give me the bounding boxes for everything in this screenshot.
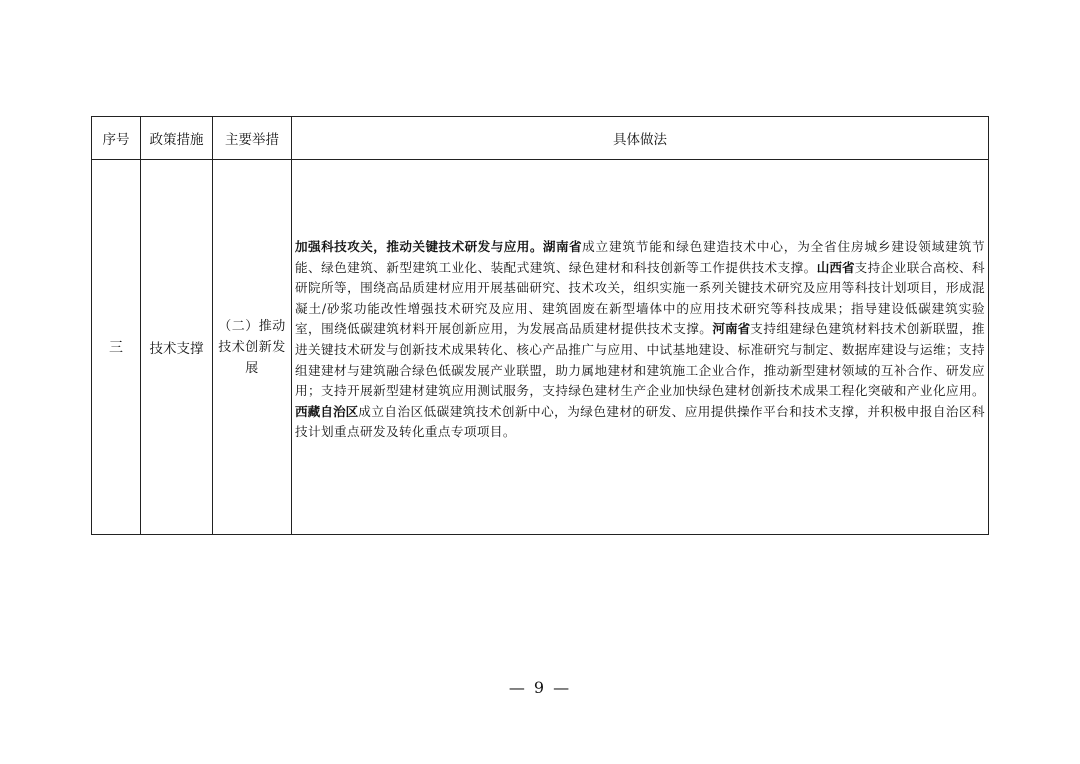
header-serial-no: 序号 — [92, 117, 141, 160]
cell-policy: 技术支撑 — [141, 160, 213, 535]
detail-paragraph — [295, 237, 985, 443]
header-policy: 政策措施 — [141, 117, 213, 160]
detail-hunan-text: 成立建筑节能和绿色建造技术中心，为全省住房城乡建设领域建筑节能、绿色建筑、新型建筑工业化、装配式建筑、绿色建材和科技创新等工作提供技术支撑。 — [295, 239, 986, 275]
detail-intro: 加强科技攻关，推动关键技术研发与应用。 — [295, 239, 543, 255]
cell-serial-no: 三 — [92, 160, 141, 535]
cell-detail — [292, 160, 989, 535]
page-number: — 9 — — [508, 678, 572, 697]
detail-henan-text: 支持组建绿色建筑材料技术创新联盟，推进关键技术研发与创新技术成果转化、核心产品推广与应用、中试基地建设、标准研究与制定、数据库建设与运维；支持组建建材与建筑融合绿色低碳发展产业联盟，助力属地建材和建筑施工企业合作，推动新型建材领域的互补合作、研发应用；支持开展新型建材建筑应用测试服务，支持绿色建材生产企业加快绿色建材创新技术成果工程化突破和产业化应用。 — [295, 321, 986, 399]
header-detail: 具体做法 — [292, 117, 989, 160]
cell-main-measure: （二）推动技术创新发展 — [213, 160, 292, 535]
detail-xizang-text: 成立自治区低碳建筑技术创新中心，为绿色建材的研发、应用提供操作平台和技术支撑，并积极申报自治区科技计划重点研发及转化重点专项项目。 — [295, 403, 986, 440]
detail-shanxi-text: 支持企业联合高校、科研院所等，围绕高品质建材应用开展基础研究、技术攻关，组织实施一系列关键技术研究及应用等科技计划项目，形成混凝土/砂浆功能改性增强技术研究及应用、建筑固废在新型墙体中的应用技术研究等科技成果；指导建设低碳建筑实验室，围绕低碳建筑材料开展创新应用，为发展高品质建材提供技术支撑。 — [295, 259, 986, 337]
table-header-row — [92, 117, 989, 160]
table-row — [92, 160, 989, 535]
province-shanxi: 山西省 — [816, 259, 855, 275]
province-xizang: 西藏自治区 — [295, 403, 359, 419]
policy-table — [91, 116, 989, 535]
province-hunan: 湖南省 — [542, 239, 583, 255]
province-henan: 河南省 — [712, 321, 751, 337]
header-main-measure: 主要举措 — [213, 117, 292, 160]
